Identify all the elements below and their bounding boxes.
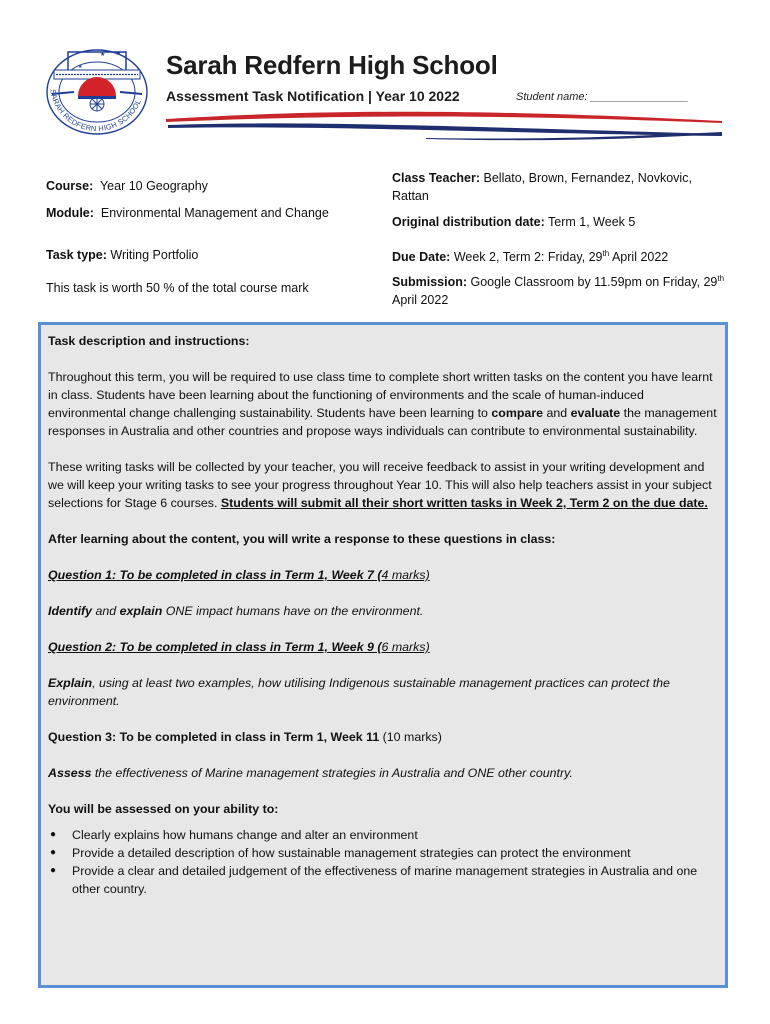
svg-text:★: ★ (116, 51, 122, 57)
submission-value: Google Classroom by 11.59pm on Friday, 29 (470, 275, 718, 290)
task-type-value: Writing Portfolio (110, 248, 199, 262)
course-label: Course: (46, 179, 94, 193)
course-info (46, 177, 376, 195)
due-date-label: Due Date: (392, 250, 451, 265)
list-item: ● Provide a clear and detailed judgement of the effectiveness of marine management strategies in Australia and one other country. (48, 862, 717, 898)
questions-intro: After learning about the content, you will write a response to these questions in class: (48, 532, 556, 546)
logo-text: SARAH REDFERN HIGH SCHOOL (48, 88, 143, 134)
assessment-criteria-list (48, 826, 717, 898)
module-info (46, 204, 381, 222)
question-3-text: Assess the effectiveness of Marine management strategies in Australia and ONE other country. (48, 766, 573, 780)
submission-label: Submission: (392, 275, 468, 290)
class-teacher-info (392, 169, 732, 205)
question-1-text: Identify and explain ONE impact humans have on the environment. (48, 604, 424, 618)
distribution-date-value: Term 1, Week 5 (548, 215, 636, 229)
svg-text:★: ★ (78, 64, 83, 70)
module-value: Environmental Management and Change (100, 206, 329, 220)
course-mark-weight: This task is worth 50 % of the total course mark (46, 281, 309, 295)
task-description-box (38, 322, 728, 988)
assessment-criteria-heading: You will be assessed on your ability to: (48, 802, 279, 816)
course-value: Year 10 Geography (99, 179, 208, 193)
due-date-info (392, 245, 732, 266)
submission-value-end: April 2022 (392, 293, 449, 308)
school-crest-logo (38, 44, 156, 152)
module-label: Module: (46, 206, 94, 220)
question-3-heading: Question 3: To be completed in class in Term 1, Week 11 (10 marks) (48, 730, 442, 744)
assessment-subtitle: Assessment Task Notification | Year 10 2022 (166, 88, 460, 104)
student-name-field[interactable]: Student name: ________________ (516, 91, 689, 103)
task-paragraph-1: Throughout this term, you will be required to use class time to complete short written tasks on the content you have learnt in class. Students have been learning about the functioning of environments and the scale of human-induced environmental change challenging sustainability. Students have been learning to compare and evaluate the management responses in Australia and other countries and propose ways individuals can contribute to environmental sustainability. (48, 370, 717, 438)
task-heading: Task description and instructions: (48, 334, 250, 348)
question-1-heading: Question 1: To be completed in class in Term 1, Week 7 (4 marks) (48, 568, 430, 582)
list-item: ● Clearly explains how humans change and alter an environment (48, 826, 717, 844)
question-2-heading: Question 2: To be completed in class in Term 1, Week 9 (6 marks) (48, 640, 430, 654)
task-type-label: Task type: (46, 248, 107, 262)
distribution-date-label: Original distribution date: (392, 215, 545, 229)
list-item: ● Provide a detailed description of how sustainable management strategies can protect the environment (48, 844, 717, 862)
class-teacher-value: Bellato, Brown, Fernandez, Novkovic, Rattan (392, 171, 692, 203)
task-paragraph-2: These writing tasks will be collected by your teacher, you will receive feedback to assist in your writing development and we will keep your writing tasks to see your progress throughout Year 10. This will also help teachers assist in your subject selections for Stage 6 courses. Students will submit all their short written tasks in Week 2, Term 2 on the due date. (48, 460, 712, 510)
due-date-value-end: April 2022 (611, 250, 669, 265)
distribution-date-info (392, 213, 732, 231)
svg-text:★: ★ (100, 52, 106, 58)
task-type-info (46, 246, 376, 264)
submission-sup: th (717, 274, 725, 283)
due-date-value: Week 2, Term 2: Friday, 29 (453, 250, 603, 265)
submission-info (392, 270, 727, 309)
due-date-sup: th (602, 249, 610, 258)
question-2-text: Explain, using at least two examples, how utilising Indigenous sustainable management practices can protect the environment. (48, 676, 670, 708)
submission-instruction: Students will submit all their short written tasks in Week 2, Term 2 on the due date. (220, 496, 708, 510)
page-title: Sarah Redfern High School (166, 50, 498, 80)
class-teacher-label: Class Teacher: (392, 171, 481, 185)
header-swoosh (166, 108, 722, 146)
